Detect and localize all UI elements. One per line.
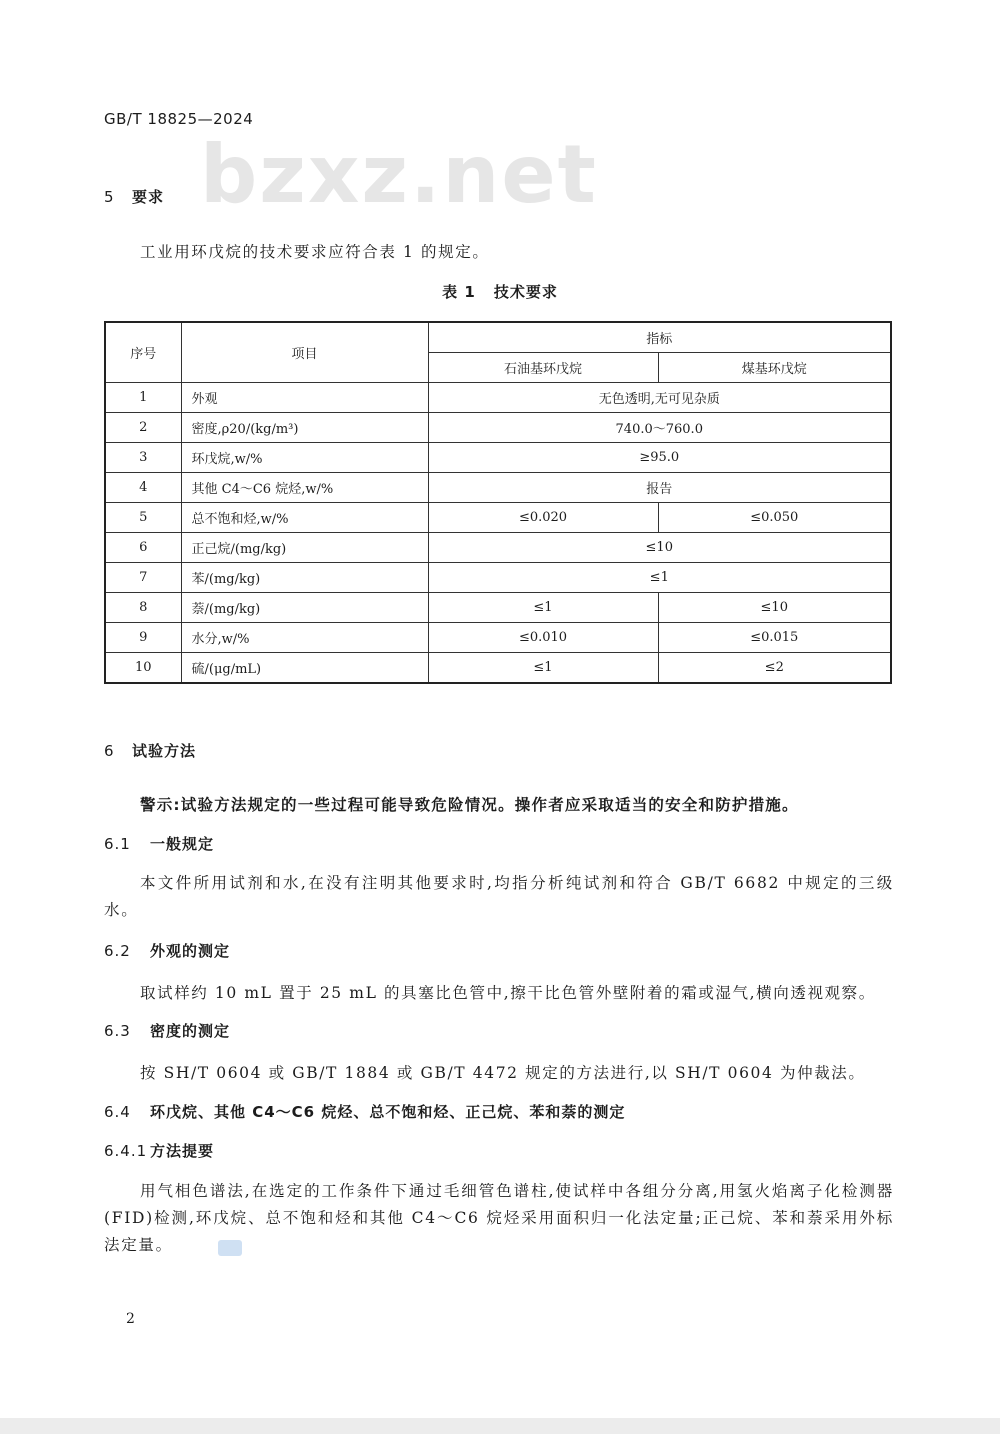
page-number: 2 (126, 1311, 135, 1327)
section-6-1-text: 本文件所用试剂和水,在没有注明其他要求时,均指分析纯试剂和符合 GB/T 6682 中规定的三级水。 (104, 874, 894, 919)
table-row (105, 413, 891, 443)
table-row (105, 563, 891, 593)
row-item: 外观 (181, 383, 428, 413)
table-caption (0, 281, 1000, 302)
row-seq: 10 (105, 653, 181, 684)
row-value-merged: ≤10 (428, 533, 891, 563)
table-row (105, 593, 891, 623)
section-5-intro: 工业用环戊烷的技术要求应符合表 1 的规定。 (140, 243, 490, 261)
section-number: 6.4.1 (104, 1142, 148, 1160)
section-6-2-text: 取试样约 10 mL 置于 25 mL 的具塞比色管中,擦干比色管外壁附着的霜或湿气,横向透视观察。 (140, 984, 876, 1002)
row-seq: 1 (105, 383, 181, 413)
table-row (105, 533, 891, 563)
section-title: 试验方法 (132, 742, 197, 760)
header-coal: 煤基环戊烷 (658, 353, 891, 383)
row-value-merged: ≥95.0 (428, 443, 891, 473)
header-index: 指标 (428, 322, 891, 353)
table-caption-number: 表 1 (442, 283, 476, 301)
row-item: 其他 C4～C6 烷烃,w/% (181, 473, 428, 503)
row-value-merged: 740.0～760.0 (428, 413, 891, 443)
section-6-4-1-text: 用气相色谱法,在选定的工作条件下通过毛细管色谱柱,使试样中各组分分离,用氢火焰离子化检测器(FID)检测,环戊烷、总不饱和烃和其他 C4～C6 烷烃采用面积归一化法定量;正己烷、苯和萘采用外标法定量。 (104, 1182, 894, 1254)
table-row (105, 503, 891, 533)
section-number: 5 (104, 188, 115, 206)
row-value-petro: ≤0.010 (428, 623, 658, 653)
row-seq: 9 (105, 623, 181, 653)
section-number: 6 (104, 742, 115, 760)
row-seq: 3 (105, 443, 181, 473)
standard-code: GB/T 18825—2024 (104, 110, 254, 128)
header-seq: 序号 (105, 322, 181, 383)
section-6-4-1-heading (104, 1140, 214, 1161)
row-seq: 8 (105, 593, 181, 623)
section-title: 一般规定 (150, 835, 215, 853)
row-value-merged: ≤1 (428, 563, 891, 593)
section-6-2-heading (104, 940, 230, 961)
table-caption-title: 技术要求 (493, 283, 558, 301)
row-seq: 5 (105, 503, 181, 533)
row-item: 萘/(mg/kg) (181, 593, 428, 623)
row-value-petro: ≤0.020 (428, 503, 658, 533)
section-6-4-heading (104, 1101, 625, 1122)
section-number: 6.4 (104, 1103, 131, 1121)
row-item: 总不饱和烃,w/% (181, 503, 428, 533)
row-value-coal: ≤0.050 (658, 503, 891, 533)
row-value-merged: 无色透明,无可见杂质 (428, 383, 891, 413)
table-row (105, 653, 891, 684)
stamp-icon (218, 1240, 242, 1256)
row-value-petro: ≤1 (428, 653, 658, 684)
header-petro: 石油基环戊烷 (428, 353, 658, 383)
technical-requirements-table (104, 321, 892, 684)
section-number: 6.1 (104, 835, 131, 853)
row-item: 水分,w/% (181, 623, 428, 653)
row-seq: 2 (105, 413, 181, 443)
header-item: 项目 (181, 322, 428, 383)
table-row (105, 443, 891, 473)
table-row (105, 383, 891, 413)
table-header-row (105, 322, 891, 353)
row-seq: 4 (105, 473, 181, 503)
section-6-1-heading (104, 833, 214, 854)
table-row (105, 623, 891, 653)
section-6-3-heading (104, 1020, 230, 1041)
section-title: 外观的测定 (150, 942, 231, 960)
row-value-coal: ≤0.015 (658, 623, 891, 653)
row-value-petro: ≤1 (428, 593, 658, 623)
row-value-coal: ≤10 (658, 593, 891, 623)
row-seq: 7 (105, 563, 181, 593)
row-item: 密度,ρ20/(kg/m³) (181, 413, 428, 443)
row-item: 环戊烷,w/% (181, 443, 428, 473)
safety-warning: 警示:试验方法规定的一些过程可能导致危险情况。操作者应采取适当的安全和防护措施。 (140, 796, 799, 814)
row-item: 苯/(mg/kg) (181, 563, 428, 593)
section-6-3-text: 按 SH/T 0604 或 GB/T 1884 或 GB/T 4472 规定的方法进行,以 SH/T 0604 为仲裁法。 (140, 1064, 866, 1082)
section-number: 6.3 (104, 1022, 131, 1040)
section-title: 密度的测定 (150, 1022, 231, 1040)
section-5-heading (104, 186, 164, 207)
table-row (105, 473, 891, 503)
section-6-heading (104, 740, 196, 761)
row-seq: 6 (105, 533, 181, 563)
section-number: 6.2 (104, 942, 131, 960)
row-item: 正己烷/(mg/kg) (181, 533, 428, 563)
section-title: 要求 (132, 188, 165, 206)
section-title: 环戊烷、其他 C4～C6 烷烃、总不饱和烃、正己烷、苯和萘的测定 (150, 1103, 626, 1121)
section-title: 方法提要 (150, 1142, 215, 1160)
watermark: bzxz.net (200, 128, 598, 221)
row-value-merged: 报告 (428, 473, 891, 503)
row-item: 硫/(μg/mL) (181, 653, 428, 684)
bottom-strip (0, 1418, 1000, 1434)
row-value-coal: ≤2 (658, 653, 891, 684)
